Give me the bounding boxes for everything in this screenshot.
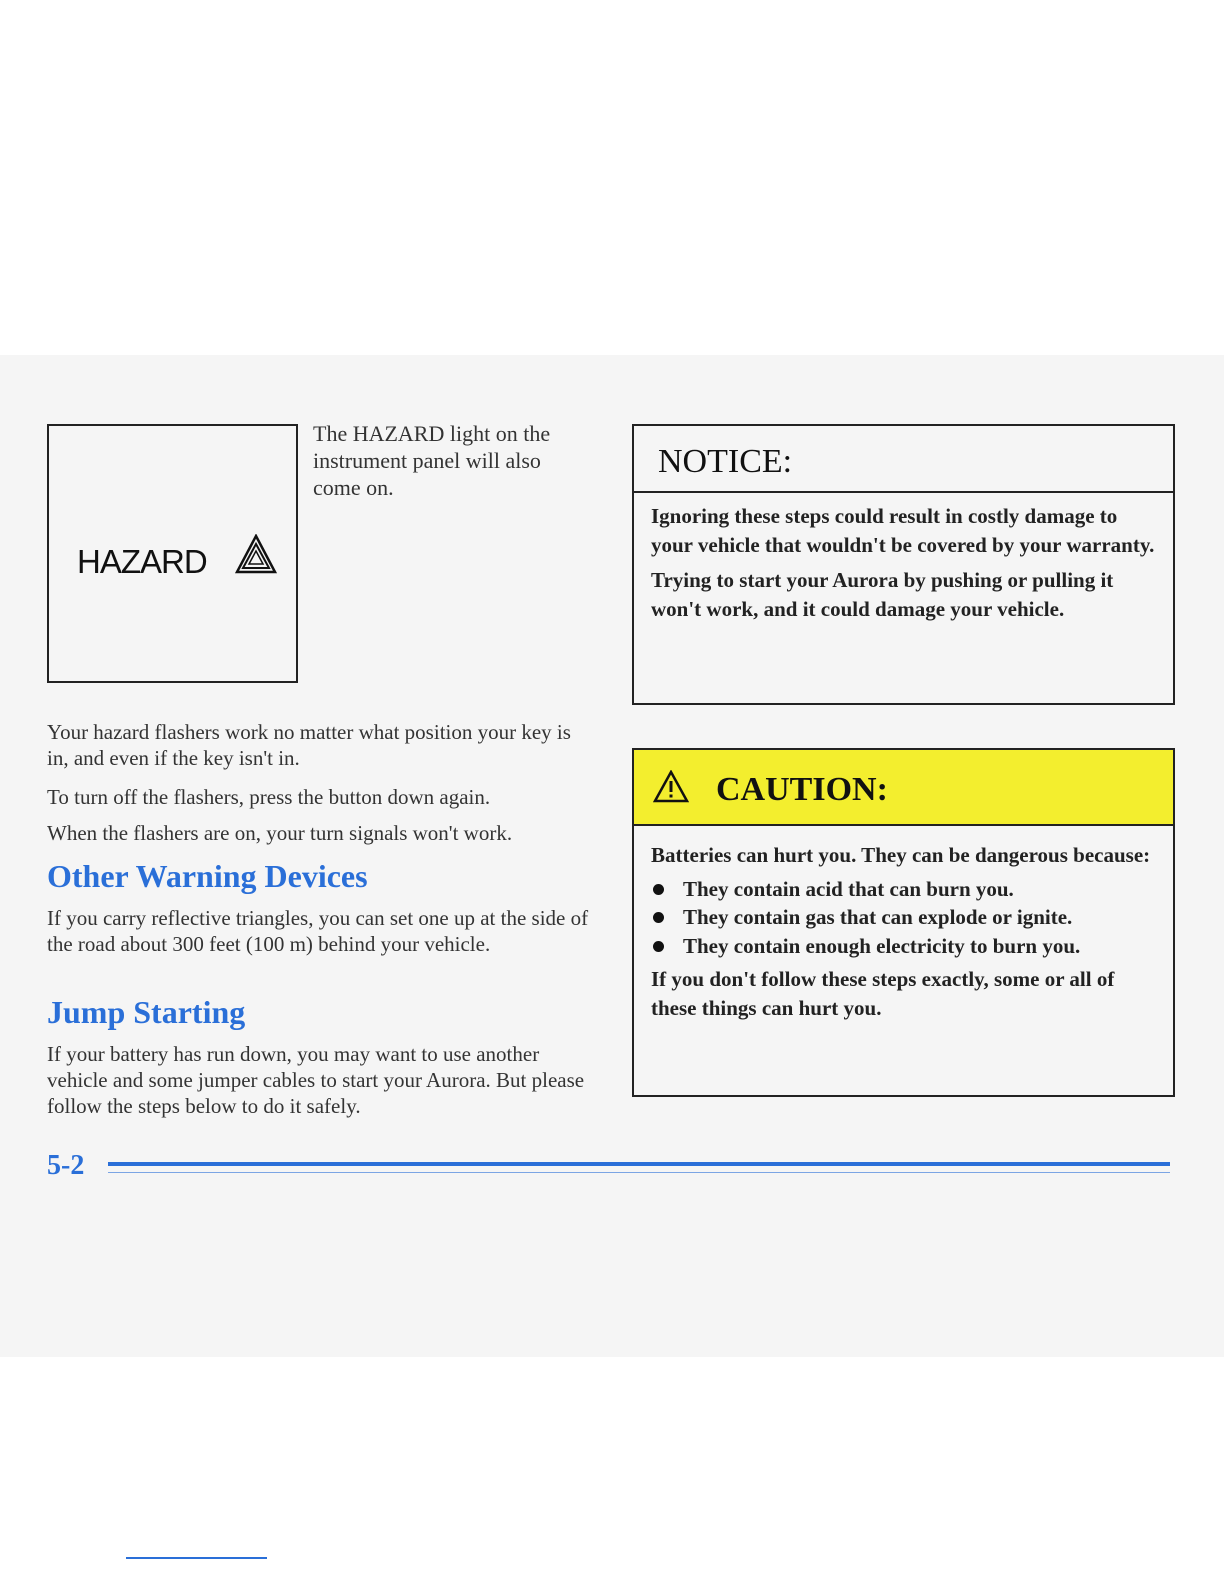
hazard-label: HAZARD [77, 543, 207, 580]
page-number: 5-2 [47, 1150, 85, 1181]
notice-paragraph-2: Trying to start your Aurora by pushing or pulling it won't work, and it could damage your vehicle. [651, 568, 1114, 621]
flashers-paragraph-3: When the flashers are on, your turn signals won't work. [47, 821, 513, 845]
notice-box [632, 424, 1175, 705]
flashers-paragraph-1: Your hazard flashers work no matter what position your key is in, and even if the key isn't in. [47, 720, 571, 770]
jump-starting-heading: Jump Starting [47, 994, 246, 1030]
caution-body [634, 826, 1173, 1022]
hazard-indicator-panel [47, 424, 298, 683]
footer-rule-thin [108, 1172, 1170, 1173]
list-item: They contain gas that can explode or ignite. [651, 903, 1157, 932]
warning-triangle-icon [235, 534, 277, 574]
footer-rule [108, 1162, 1170, 1166]
jump-starting-text: If your battery has run down, you may want to use another vehicle and some jumper cables to start your Aurora. But please follow the steps below to do it safely. [47, 1042, 585, 1118]
list-item: They contain acid that can burn you. [651, 875, 1157, 904]
caution-bullet-list [651, 875, 1157, 961]
caution-outro: If you don't follow these steps exactly, some or all of these things can hurt you. [651, 967, 1115, 1020]
other-warning-devices-text: If you carry reflective triangles, you can set one up at the side of the road about 300 feet (100 m) behind your vehicle. [47, 906, 589, 956]
hazard-side-text: The HAZARD light on the instrument panel will also come on. [313, 421, 551, 500]
warning-triangle-icon [653, 770, 689, 803]
caution-box [632, 748, 1175, 1097]
footer-underline [126, 1557, 267, 1559]
flashers-paragraph-2: To turn off the flashers, press the button down again. [47, 785, 491, 809]
caution-intro: Batteries can hurt you. They can be dangerous because: [651, 843, 1151, 867]
list-item: They contain enough electricity to burn you. [651, 932, 1157, 961]
other-warning-devices-heading: Other Warning Devices [47, 858, 368, 894]
notice-title: NOTICE: [634, 426, 1173, 493]
caution-header [634, 750, 1173, 826]
notice-paragraph-1: Ignoring these steps could result in costly damage to your vehicle that wouldn't be covered by your warranty. [651, 504, 1155, 557]
notice-body [634, 493, 1173, 623]
caution-title: CAUTION: [716, 771, 888, 808]
